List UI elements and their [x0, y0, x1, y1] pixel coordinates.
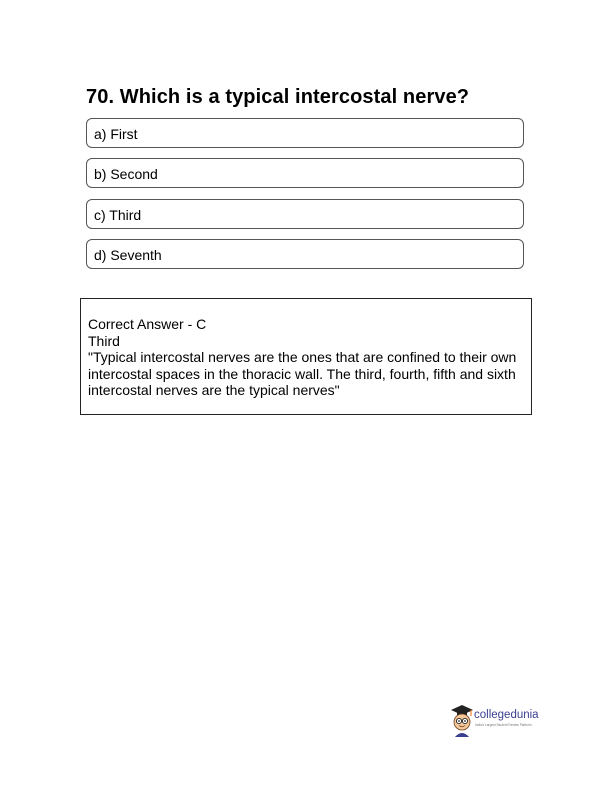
question-title: 70. Which is a typical intercostal nerve? [86, 86, 470, 108]
option-a[interactable]: a) First [86, 118, 524, 148]
answer-box [80, 298, 532, 415]
answer-explanation: "Typical intercostal nerves are the ones that are confined to their own intercostal spaces in the thoracic wall. The third, fourth, fifth and sixth intercostal nerves are the typical nerves" [88, 349, 517, 398]
logo-name: collegedunia [474, 709, 539, 721]
answer-value: Third [88, 332, 120, 349]
answer-heading: Correct Answer - C [88, 316, 207, 332]
option-d[interactable]: d) Seventh [86, 239, 524, 269]
collegedunia-logo [449, 703, 549, 743]
option-c[interactable]: c) Third [86, 199, 524, 229]
logo-tagline: India's Largest Student Review Platform [475, 723, 532, 727]
mascot-icon [449, 703, 475, 739]
option-b[interactable]: b) Second [86, 158, 524, 188]
